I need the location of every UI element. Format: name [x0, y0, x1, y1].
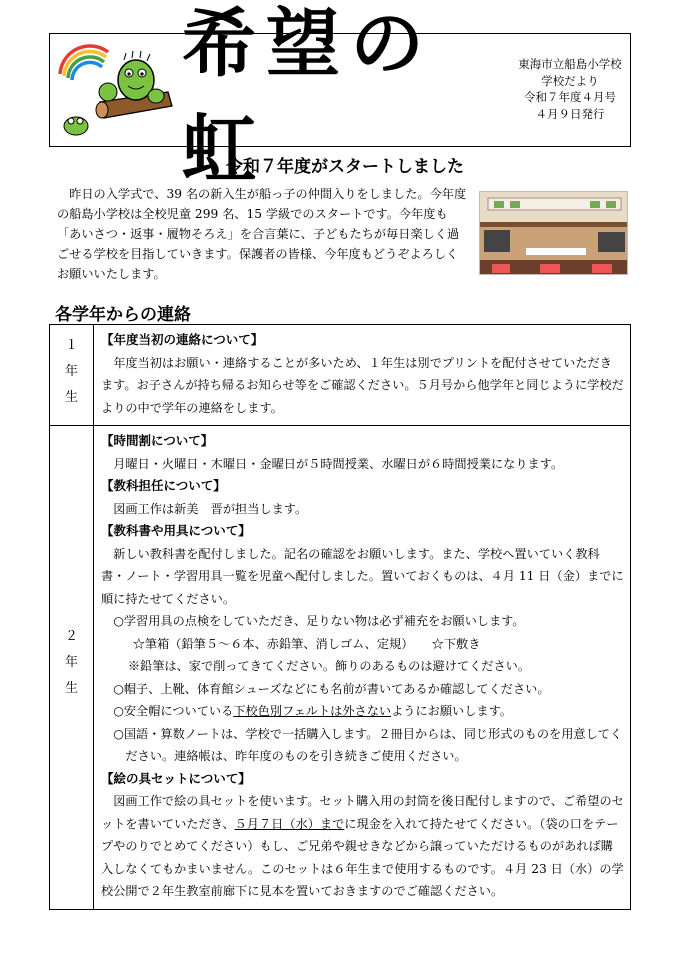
grade2-row	[50, 426, 631, 910]
grade2-label	[50, 426, 94, 910]
paint-set-heading: 【絵の具セットについて】	[101, 770, 251, 786]
grade-contact-table	[49, 324, 631, 910]
safety-hat-text-pre: ○安全帽についている	[113, 704, 234, 718]
supplies-item-safety-hat	[101, 700, 624, 723]
teacher-body: 図画工作は新美 晋が担当します。	[113, 501, 308, 516]
issue-number: 令和７年度４月号	[524, 90, 616, 104]
paint-set-body	[101, 790, 624, 903]
timetable-body: 月曜日・火曜日・木曜日・金曜日が５時間授業、水曜日が６時間授業になります。	[113, 456, 564, 471]
safety-hat-text-post: ようにお願いします。	[391, 704, 512, 718]
paint-deadline: ５月７日（水）まで	[234, 816, 345, 831]
intro-heading: 令和７年度がスタートしました	[226, 157, 464, 177]
newsletter-type: 学校だより	[541, 73, 599, 88]
supplies-item-pencilcase: ☆筆箱（鉛筆５～６本、赤鉛筆、消しゴム、定規） ☆下敷き	[132, 636, 481, 651]
grade1-content	[94, 325, 631, 426]
grade1-row	[50, 325, 631, 426]
paint-body-pre: 図画工作で絵の具セットを使います。セット購入用の封筒を後日配付しますので、ご希望のセットを書いていただき、	[101, 794, 624, 831]
issue-info	[510, 56, 630, 122]
grade2-label-text: ２年生	[65, 629, 79, 696]
grade1-label	[50, 325, 94, 426]
supplies-body: 新しい教科書を配付しました。記名の確認をお願いします。また、学校へ置いていく教科書・ノート・学習用具一覧を児童へ配付しました。置いておくものは、４月 11 日（金）までに順に持たせてください。	[101, 546, 624, 606]
grade1-section-body: 年度当初はお願い・連絡することが多いため、１年生は別でプリントを配付させていただきます。お子さんが持ち帰るお知らせ等をご確認ください。５月号から他学年と同じように学校だよりの中で学年の連絡をします。	[101, 355, 624, 415]
intro-text: 昨日の入学式で、39 名の新入生が船っ子の仲間入りをしました。今年度の船島小学校は全校児童 299 名、15 学級でのスタートです。今年度も「あいさつ・返事・履物そろえ」を合言葉に、子どもたちが毎日楽しく過ごせる学校を目指していきます。保護者の皆様、今年度もどうぞよろしくお願いいたします。	[57, 187, 467, 281]
teacher-heading: 【教科担任について】	[101, 478, 226, 493]
timetable-heading: 【時間割について】	[101, 433, 214, 448]
supplies-item-check: ○学習用具の点検をしていただき、足りない物は必ず補充をお願いします。	[113, 614, 525, 628]
issue-date: ４月９日発行	[535, 106, 605, 121]
supplies-item-notebooks: ○国語・算数ノートは、学校で一括購入します。２冊目からは、同じ形式のものを用意してください。連絡帳は、昨年度のものを引き続きご使用ください。	[113, 726, 623, 763]
entrance-ceremony-photo	[479, 191, 628, 275]
newsletter-title: 希望の虹	[182, 1, 434, 193]
grade2-content	[94, 426, 631, 910]
school-name: 東海市立船島小学校	[518, 57, 622, 71]
supplies-item-pencil-note: ※鉛筆は、家で削ってきてください。飾りのあるものは避けてください。	[127, 659, 531, 673]
grade1-section-heading: 【年度当初の連絡について】	[101, 332, 264, 347]
supplies-heading: 【教科書や用具について】	[101, 523, 251, 538]
paint-body-post: に現金を入れて持たせてください。（袋の口をテープやのりでとめてください）もし、ご兄弟や親せきなどから譲っていただけるものがあれば購入しなくてもかまいません。このセットは６年生まで使用するものです。４月 23 日（水）の学校公開で２年生教室前廊下に見本を置いておきますのでご確認ください。	[101, 816, 624, 898]
grade-contact-heading: 各学年からの連絡	[55, 305, 191, 325]
safety-hat-underlined: 下校色別フェルトは外さない	[233, 704, 392, 718]
supplies-item-names: ○帽子、上靴、体育館シューズなどにも名前が書いてあるか確認してください。	[113, 681, 550, 696]
grade1-label-text: １年生	[65, 338, 79, 405]
frog-mascot-illustration	[56, 40, 174, 140]
